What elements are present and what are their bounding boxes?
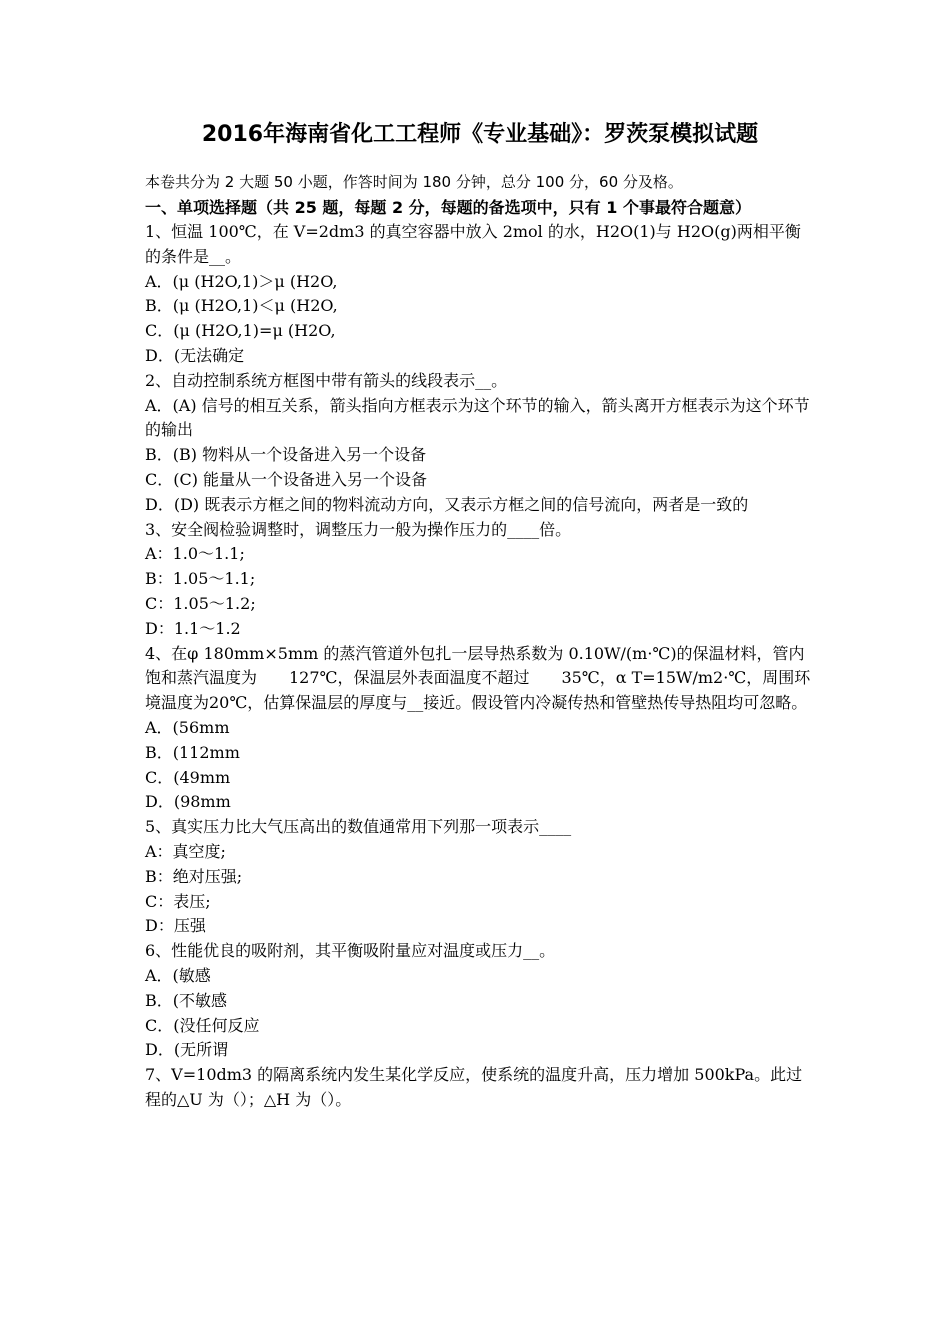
option-a: A．(56mm — [145, 717, 230, 737]
document-title: 2016年海南省化工工程师《专业基础》：罗茨泵模拟试题 — [201, 122, 759, 147]
option-a: A：真空度; — [145, 841, 226, 861]
question — [145, 939, 815, 1063]
question — [145, 815, 815, 939]
option-d: D：压强 — [145, 916, 206, 936]
option-b: B．(B) 物料从一个设备进入另一个设备 — [145, 445, 427, 465]
question-stem: 6、性能优良的吸附剂，其平衡吸附量应对温度或压力__。 — [145, 941, 556, 961]
question — [145, 369, 815, 518]
question-stem: 7、V=10dm3 的隔离系统内发生某化学反应，使系统的温度升高，压力增加 500kPa。此过程的△U 为（）；△H 为（）。 — [145, 1065, 803, 1109]
option-c: C．(49mm — [145, 767, 231, 787]
option-a: A．(A) 信号的相互关系，箭头指向方框表示为这个环节的输入，箭头离开方框表示为这个环节的输出 — [145, 395, 810, 440]
option-a: A．(μ (H2O,1)＞μ (H2O, — [145, 271, 338, 291]
option-b: B．(μ (H2O,1)＜μ (H2O, — [145, 296, 338, 316]
question — [145, 518, 815, 642]
question — [145, 220, 815, 369]
option-a: A．(敏感 — [145, 965, 211, 985]
option-c: C．(没任何反应 — [145, 1015, 260, 1035]
option-d: D．(D) 既表示方框之间的物料流动方向，又表示方框之间的信号流向，两者是一致的 — [145, 494, 749, 514]
exam-instructions: 本卷共分为 2 大题 50 小题，作答时间为 180 分钟，总分 100 分，60 分及格。 — [145, 173, 683, 191]
option-d: D．(无法确定 — [145, 345, 245, 365]
option-d: D：1.1～1.2 — [145, 618, 241, 638]
document-page — [145, 118, 815, 1113]
option-d: D．(98mm — [145, 792, 231, 812]
option-b: B：绝对压强; — [145, 866, 243, 886]
question-stem: 5、真实压力比大气压高出的数值通常用下列那一项表示____ — [145, 817, 572, 837]
question-stem: 3、安全阀检验调整时，调整压力一般为操作压力的____倍。 — [145, 519, 572, 539]
question — [145, 1063, 815, 1113]
question-stem: 1、恒温 100℃，在 V=2dm3 的真空容器中放入 2mol 的水，H2O(1)与 H2O(g)两相平衡的条件是__。 — [145, 222, 801, 266]
question — [145, 642, 815, 816]
option-b: B．(不敏感 — [145, 990, 228, 1010]
option-d: D．(无所谓 — [145, 1040, 229, 1060]
question-stem: 2、自动控制系统方框图中带有箭头的线段表示__。 — [145, 370, 508, 390]
option-c: C．(C) 能量从一个设备进入另一个设备 — [145, 469, 428, 489]
option-c: C．(μ (H2O,1)=μ (H2O, — [145, 321, 336, 341]
question-stem: 4、在φ 180mm×5mm 的蒸汽管道外包扎一层导热系数为 0.10W/(m·℃)的保温材料，管内饱和蒸汽温度为 127℃，保温层外表面温度不超过 35℃，α T=15W/m2·℃，周围环境温度为20℃，估算保温层的厚度与__接近。假设管内冷凝传热和管壁热传导热阻均可忽略。 — [145, 643, 811, 713]
option-b: B：1.05～1.1; — [145, 569, 256, 589]
option-c: C：1.05～1.2; — [145, 593, 256, 613]
option-b: B．(112mm — [145, 742, 240, 762]
option-c: C：表压; — [145, 891, 211, 911]
section-heading: 一、单项选择题（共 25 题，每题 2 分，每题的备选项中，只有 1 个事最符合题意） — [145, 198, 751, 217]
option-a: A：1.0～1.1; — [145, 544, 245, 564]
